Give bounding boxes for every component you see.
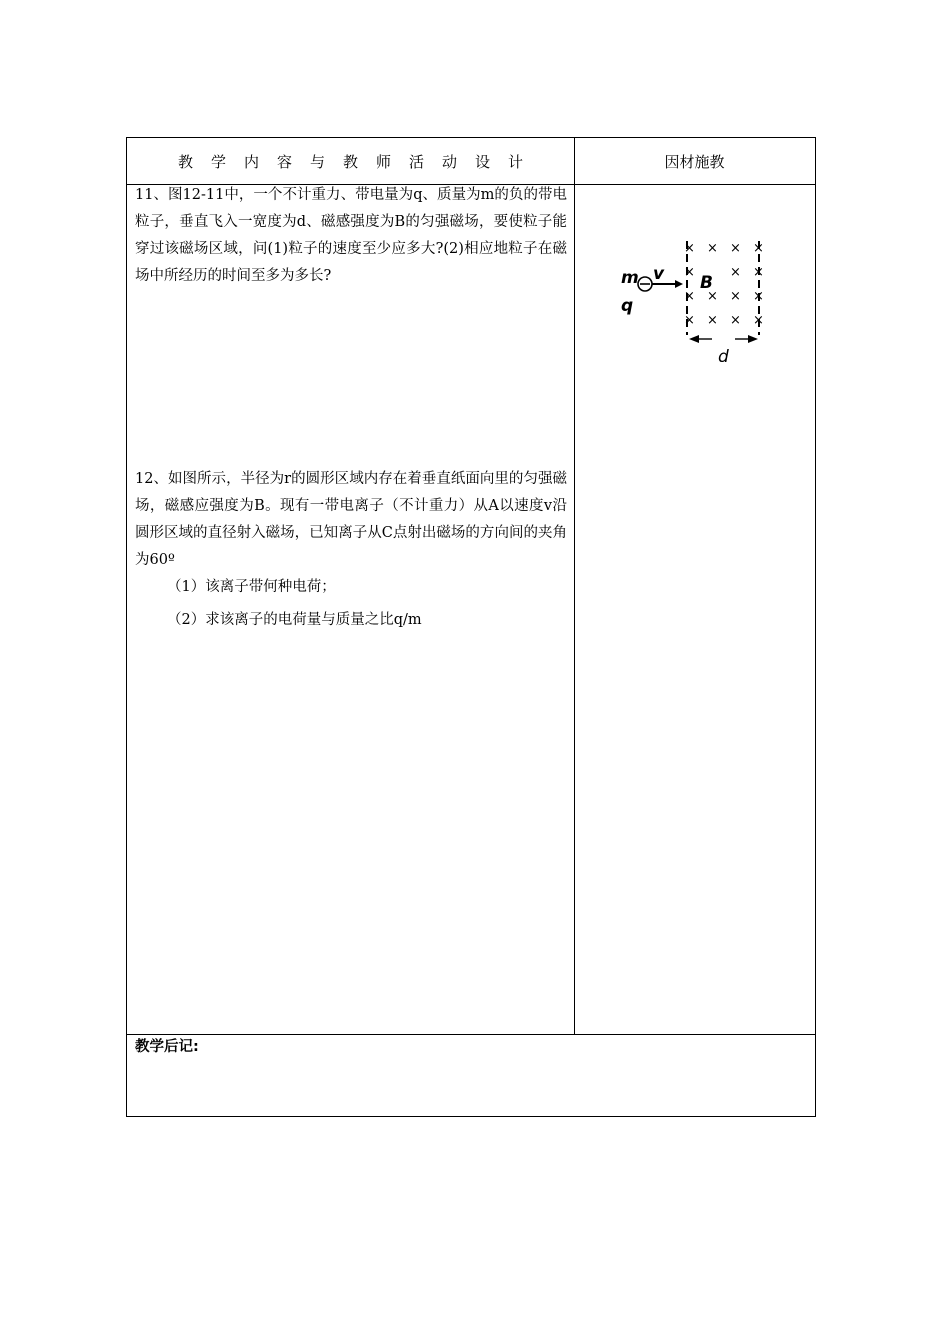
field-cross-mark: × — [730, 265, 741, 280]
field-cross-mark: × — [684, 313, 695, 328]
magnetic-field-figure — [617, 233, 777, 373]
field-cross-mark: × — [753, 241, 764, 256]
header-content-design: 教学内容与教师活动设计 — [177, 152, 541, 171]
question-11: 11、图12-11中，一个不计重力、带电量为q、质量为m的负的带电粒子，垂直飞入一宽度为d、磁感强度为B的匀强磁场，要使粒子能穿过该磁场区域，问(1)粒子的速度至少应多大?(2)相应地粒子在磁场中所经历的时间至多为多长? — [135, 187, 567, 284]
label-d: d — [718, 347, 729, 367]
velocity-arrowhead-icon — [675, 280, 683, 288]
teaching-notes-label: 教学后记: — [135, 1039, 199, 1055]
question-12-part-1: （1）该离子带何种电荷； — [167, 579, 336, 595]
column-divider — [574, 138, 575, 1034]
label-m: m — [621, 268, 639, 288]
field-cross-mark: × — [684, 289, 695, 304]
field-cross-mark: × — [707, 289, 718, 304]
field-crosses — [684, 241, 764, 328]
field-cross-mark: × — [730, 313, 741, 328]
field-cross-mark: × — [753, 313, 764, 328]
width-arrowhead-left-icon — [689, 335, 699, 343]
header-tailored-teaching: 因材施教 — [664, 152, 725, 171]
field-cross-mark: × — [730, 241, 741, 256]
lesson-table — [126, 137, 816, 1117]
field-cross-mark: × — [753, 265, 764, 280]
question-12-part-2: （2）求该离子的电荷量与质量之比q/m — [167, 612, 422, 628]
field-cross-mark: × — [684, 265, 695, 280]
width-arrowhead-right-icon — [748, 335, 758, 343]
field-cross-mark: × — [730, 289, 741, 304]
label-v: v — [653, 264, 665, 284]
label-q: q — [621, 296, 634, 316]
field-cross-mark: × — [707, 241, 718, 256]
field-cross-mark: × — [753, 289, 764, 304]
notes-divider — [127, 1034, 815, 1035]
field-cross-mark: × — [684, 241, 695, 256]
field-cross-mark: × — [707, 313, 718, 328]
question-12: 12、如图所示，半径为r的圆形区域内存在着垂直纸面向里的匀强磁场，磁感应强度为B。现有一带电离子（不计重力）从A以速度v沿圆形区域的直径射入磁场，已知离子从C点射出磁场的方向间的夹角为60º — [135, 471, 567, 568]
label-B: B — [700, 273, 713, 293]
field-diagram-svg — [617, 233, 777, 373]
